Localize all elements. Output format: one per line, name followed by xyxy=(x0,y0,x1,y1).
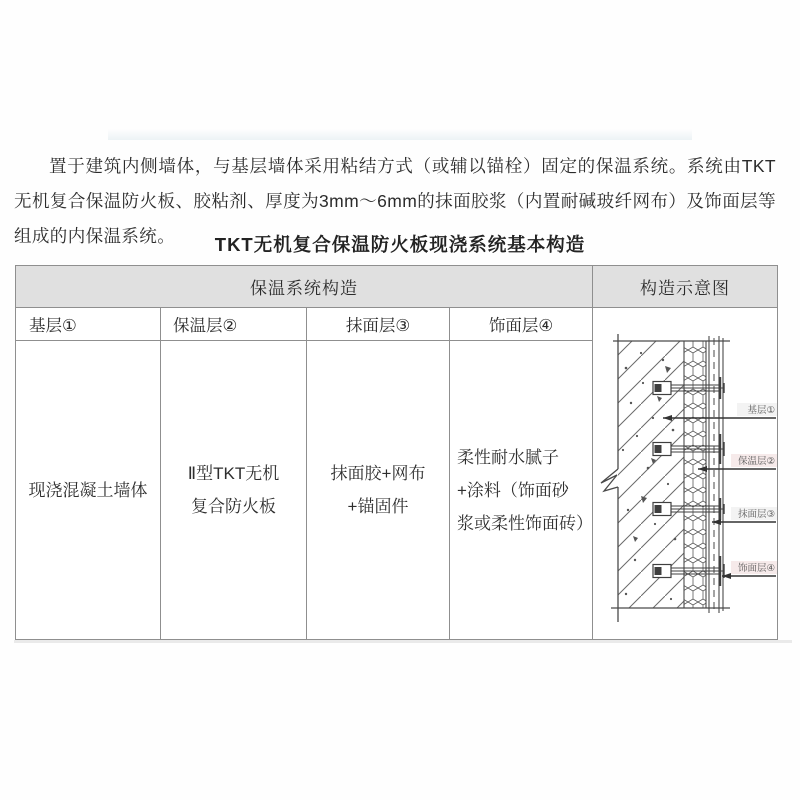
table-title: TKT无机复合保温防火板现浇系统基本构造 xyxy=(214,234,586,255)
cell-text: 柔性耐水腻子+涂料（饰面砂浆或柔性饰面砖） xyxy=(457,447,593,533)
column-header-insulation-layer xyxy=(161,308,307,341)
diagram-label-finish-layer: 饰面层④ xyxy=(737,563,775,574)
table-bottom-scan-shadow xyxy=(14,640,792,643)
column-header-base-layer xyxy=(16,308,161,341)
wall-section-diagram xyxy=(593,308,777,639)
wall-section-drawing xyxy=(593,308,777,639)
header-diagram-label: 构造示意图 xyxy=(640,279,730,298)
column-header-label: 抹面层③ xyxy=(345,317,411,335)
cell-base-layer-value xyxy=(16,341,161,639)
cell-text: 现浇混凝土墙体 xyxy=(28,480,148,500)
diagram-label-render-layer: 抹面层③ xyxy=(737,509,775,520)
cell-finish-value xyxy=(450,341,593,639)
column-header-finish-layer xyxy=(450,308,593,341)
cell-text: Ⅱ型TKT无机复合防火板 xyxy=(187,464,280,516)
diagram-label-base-layer: 基层① xyxy=(747,405,775,416)
header-system-label: 保温系统构造 xyxy=(250,279,358,298)
scan-artifact xyxy=(108,129,692,140)
column-header-label: 保温层② xyxy=(173,317,238,335)
construction-table xyxy=(15,265,778,640)
cell-text: 抹面胶+网布+锚固件 xyxy=(330,464,426,516)
header-system-construction xyxy=(16,266,593,308)
wall-left-edge-break xyxy=(601,334,618,622)
column-header-label: 基层① xyxy=(29,317,77,335)
column-header-render-layer xyxy=(307,308,450,341)
label-tints xyxy=(731,403,777,574)
column-header-label: 饰面层④ xyxy=(488,317,554,335)
intro-paragraph: 置于建筑内侧墙体，与基层墙体采用粘结方式（或辅以锚栓）固定的保温系统。系统由TKT无机复合保温防火板、胶粘剂、厚度为3mm～6mm的抹面胶浆（内置耐碱玻纤网布）及饰面层等组成的内保温系统。 xyxy=(14,156,776,246)
header-diagram xyxy=(593,266,777,308)
cell-insulation-value xyxy=(161,341,307,639)
cell-render-value xyxy=(307,341,450,639)
diagram-label-insulation-layer: 保温层② xyxy=(737,456,775,467)
